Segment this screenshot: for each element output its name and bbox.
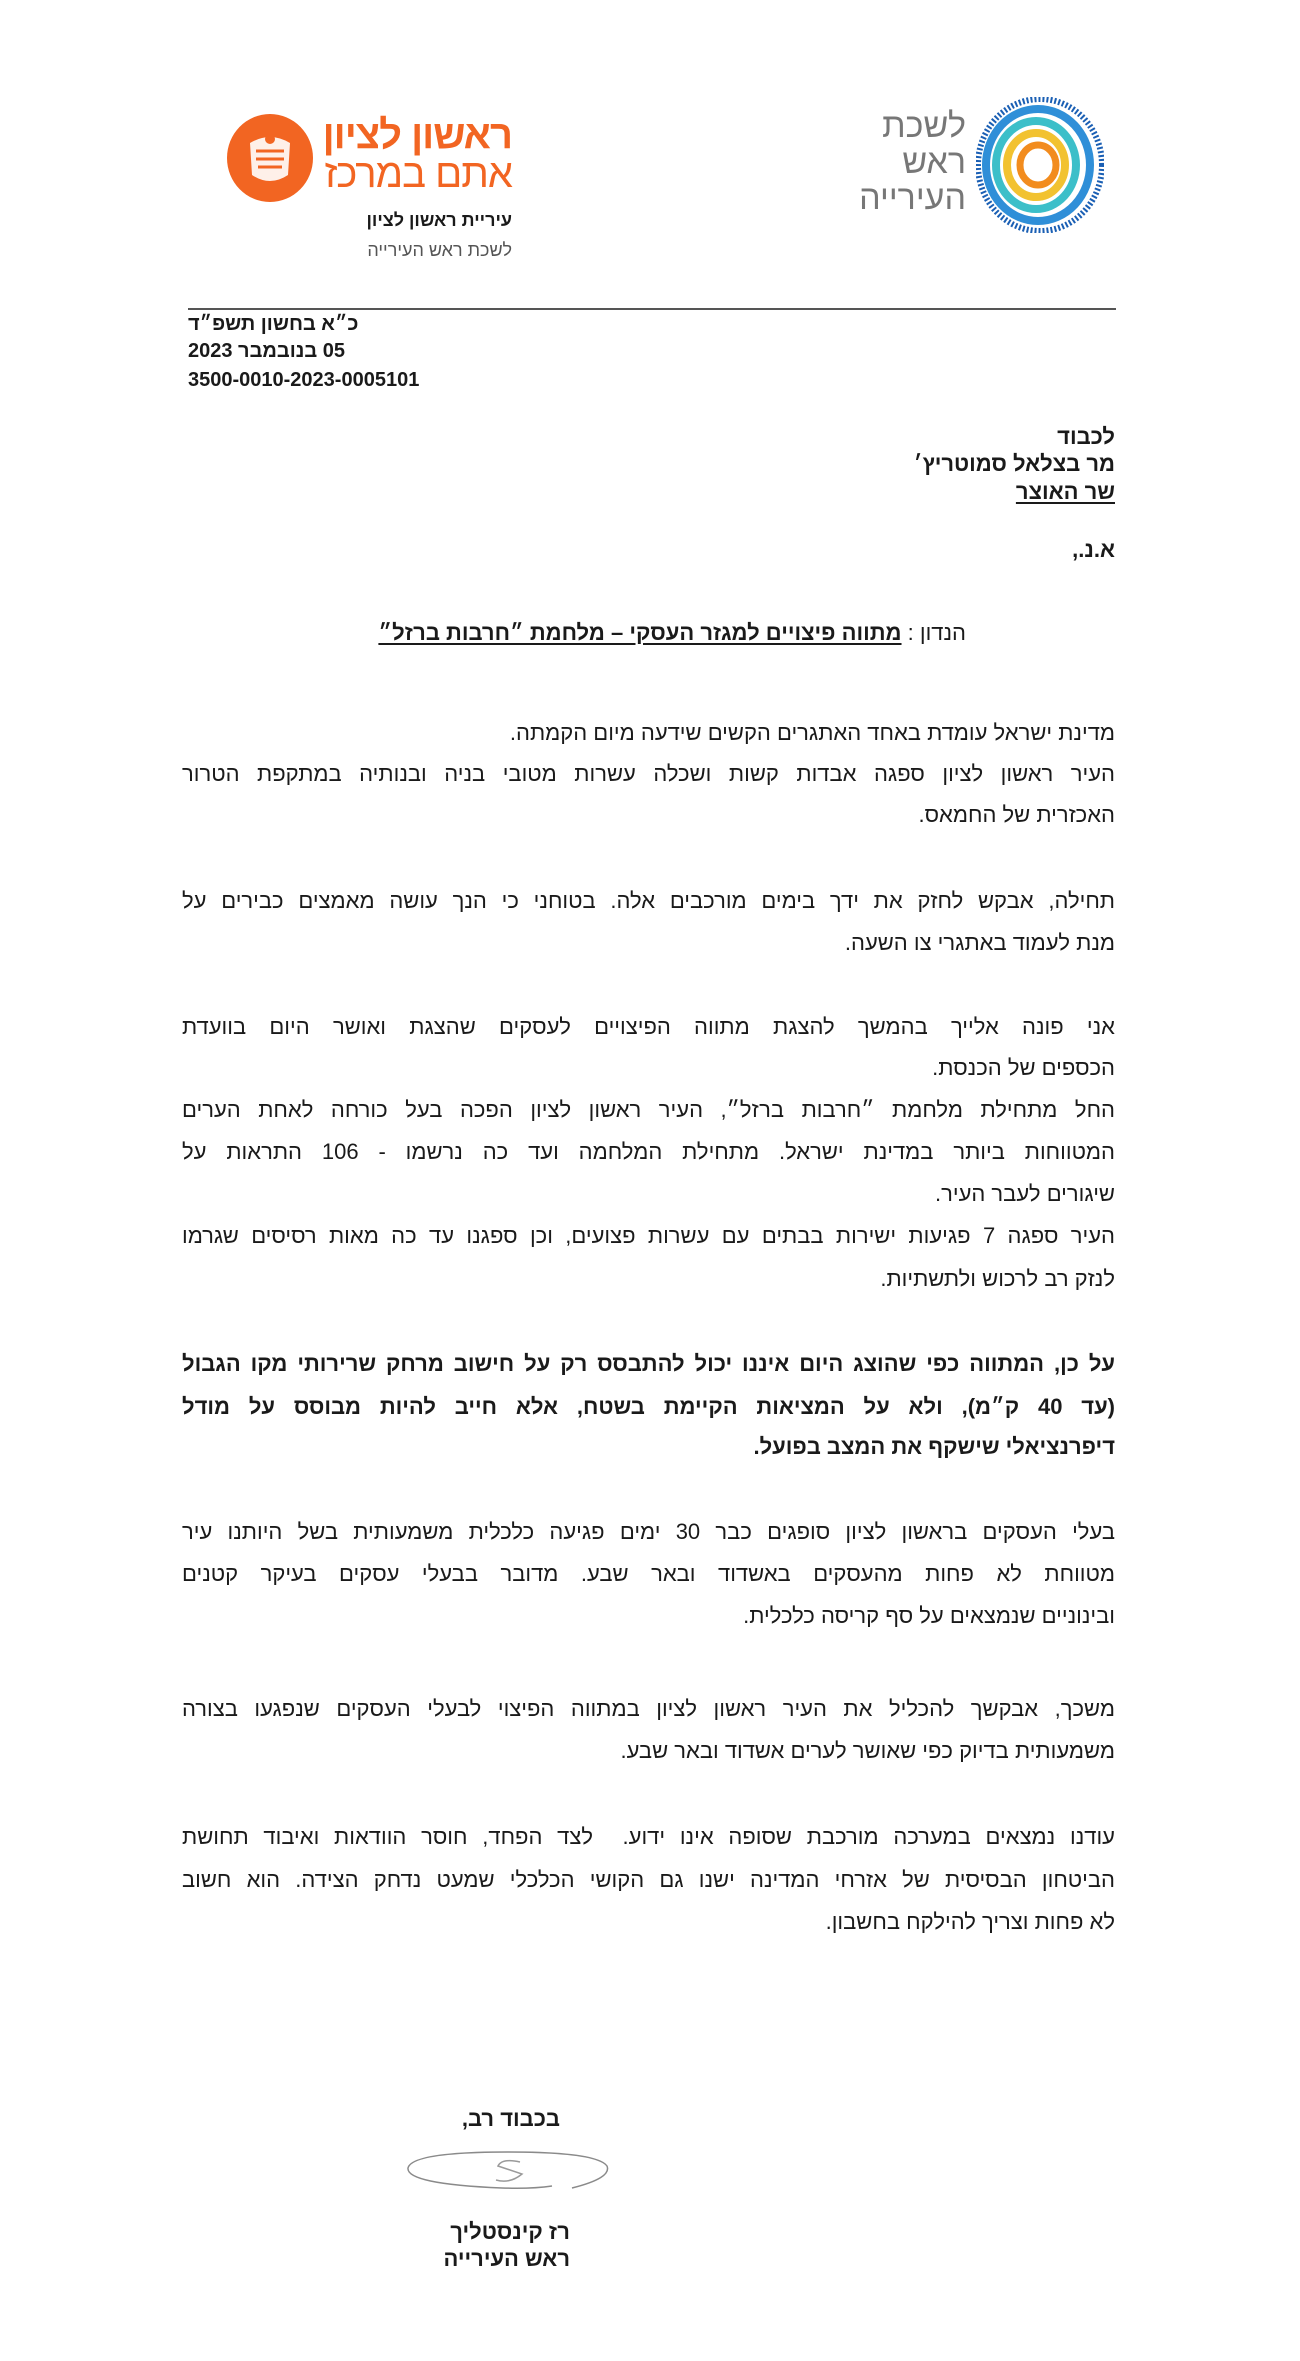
body-line: שיגורים לעבר העיר. <box>934 1181 1115 1206</box>
body-line: מנת לעמוד באתגרי צו השעה. <box>844 930 1115 955</box>
subject-line <box>182 619 966 647</box>
subject-text: מתווה פיצויים למגזר העסקי – מלחמת ״חרבות ברזל״ <box>378 620 902 645</box>
body-line-bold: דיפרנציאלי שישקף את המצב בפועל. <box>753 1434 1115 1459</box>
hebrew-date: כ״א בחשון תשפ״ד <box>188 313 359 335</box>
body-line: עודנו נמצאים במערכה מורכבת שסופה אינו ידוע. לצד הפחד, חוסר הוודאות ואיבוד תחושת <box>182 1824 1115 1849</box>
body-line-bold: (עד 40 ק״מ), ולא על המציאות הקיימת בשטח, אלא חייב להיות מבוסס על מודל <box>182 1394 1115 1419</box>
municipality-logo <box>222 110 512 260</box>
body-line-bold: על כן, המתווה כפי שהוצג היום איננו יכול להתבסס רק על חישוב מרחק שרירותי מקו הגבול <box>182 1351 1115 1376</box>
salutation: א.נ., <box>1072 537 1115 562</box>
body-line: אני פונה אלייך בהמשך להצגת מתווה הפיצויים לעסקים שהצגת ואושר היום בוועדת <box>182 1014 1115 1039</box>
body-line: העיר ראשון לציון ספגה אבדות קשות ושכלה עשרות מטובי בניה ובנותיה במתקפת הטרור <box>182 761 1115 786</box>
body-line: לא פחות וצריך להילקח בחשבון. <box>825 1909 1115 1934</box>
mayor-logo-line1: לשכת <box>882 107 966 145</box>
mayor-office-logo <box>860 95 1110 240</box>
recipient-title: שר האוצר <box>1015 479 1115 504</box>
reference-number: 3500-0010-2023-0005101 <box>188 369 420 391</box>
body-line: העיר ספגה 7 פגיעות ישירות בבתים עם עשרות פצועים, וכן ספגנו עד כה מאות רסיסים שגרמו <box>182 1223 1115 1248</box>
signer-name: רז קינסטליך <box>450 2219 570 2244</box>
body-line: משכך, אבקשך להכליל את העיר ראשון לציון במתווה הפיצוי לבעלי העסקים שנפגעו בצורה <box>182 1696 1115 1721</box>
mayor-logo-line2: ראש <box>902 143 966 181</box>
logo-slogan-line2: אתם במרכז <box>324 152 512 196</box>
body-line: הביטחון הבסיסית של אזרחי המדינה ישנו גם הקושי הכלכלי שמעט נדחק הצידה. הוא חשוב <box>182 1867 1115 1892</box>
body-line: המטווחות ביותר במדינת ישראל. מתחילת המלחמה ועד כה נרשמו - 106 התראות על <box>182 1139 1115 1164</box>
signature <box>402 2148 614 2194</box>
header-divider <box>188 308 1116 310</box>
body-line: לנזק רב לרכוש ולתשתיות. <box>880 1266 1115 1291</box>
body-line: משמעותית בדיוק כפי שאושר לערים אשדוד ובאר שבע. <box>620 1738 1115 1763</box>
body-line: מדינת ישראל עומדת באחד האתגרים הקשים שידעה מיום הקמתה. <box>509 720 1115 745</box>
recipient-name: מר בצלאל סמוטריץ׳ <box>913 451 1115 476</box>
sign-off: בכבוד רב, <box>461 2106 560 2131</box>
subject-label: הנדון : <box>907 620 966 645</box>
logo-office-name: לשכת ראש העירייה <box>367 240 512 260</box>
spiral-emblem-icon <box>976 97 1104 233</box>
body-line: בעלי העסקים בראשון לציון סופגים כבר 30 ימים פגיעה כלכלית משמעותית בשל היותנו עיר <box>182 1519 1115 1544</box>
body-line: ובינוניים שנמצאים על סף קריסה כלכלית. <box>743 1603 1115 1628</box>
signer-role: ראש העירייה <box>443 2246 570 2271</box>
body-line: החל מתחילת מלחמת ״חרבות ברזל״, העיר ראשון לציון הפכה בעל כורחה לאחת הערים <box>182 1097 1115 1122</box>
body-line: האכזרית של החמאס. <box>918 802 1115 827</box>
municipality-emblem-icon <box>226 113 314 203</box>
body-line: הכספים של הכנסת. <box>932 1055 1115 1080</box>
mayor-logo-line3: העירייה <box>859 179 966 217</box>
logo-org-name: עיריית ראשון לציון <box>366 210 512 230</box>
logo-slogan-line1: ראשון לציון <box>322 113 512 157</box>
body-line: מטווחת לא פחות מהעסקים באשדוד ובאר שבע. מדובר בבעלי עסקים בעיקר קטנים <box>182 1561 1115 1586</box>
body-line: תחילה, אבקש לחזק את ידך בימים מורכבים אלה. בטוחני כי הנך עושה מאמצים כבירים על <box>182 888 1115 913</box>
gregorian-date: 05 בנובמבר 2023 <box>188 340 345 362</box>
recipient-greeting: לכבוד <box>1057 424 1115 449</box>
